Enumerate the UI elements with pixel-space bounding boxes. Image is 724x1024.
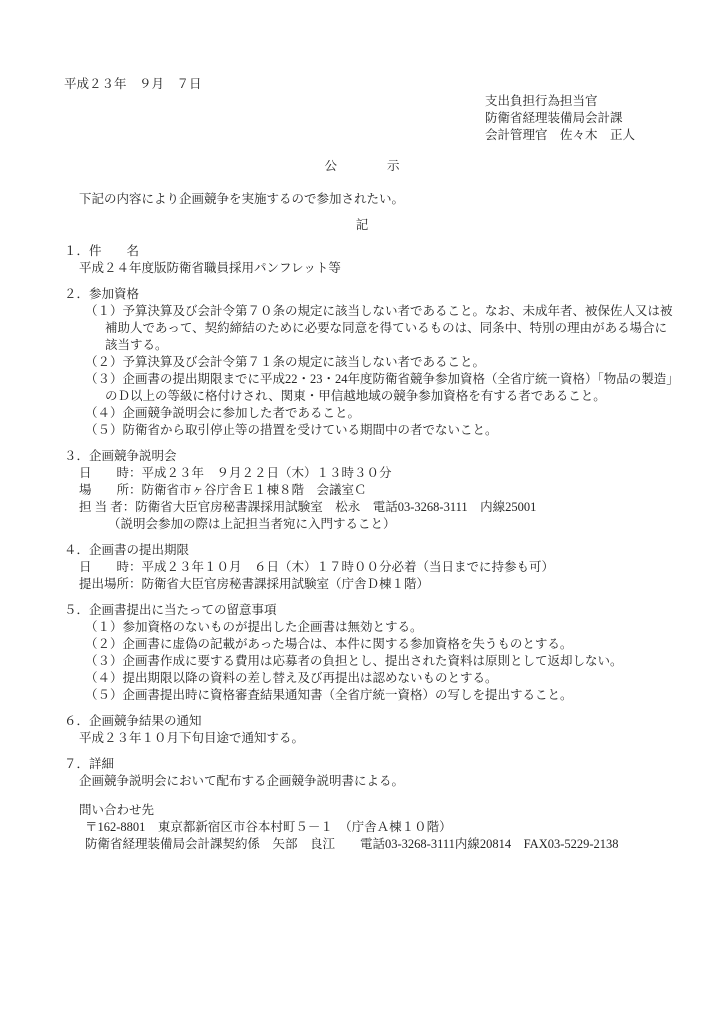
section-1-body: 平成２４年度版防衛省職員採用パンフレット等: [79, 261, 341, 275]
issuer-official-name: 会計管理官 佐々木 正人: [485, 128, 636, 142]
section-2-item-5: （５）防衛省から取引停止等の措置を受けている期間中の者でないこと。: [85, 423, 498, 437]
intro-paragraph: 下記の内容により企画競争を実施するので参加されたい。: [79, 192, 405, 206]
issue-date: 平成２３年 ９月 ７日: [64, 77, 202, 91]
record-mark: 記: [355, 218, 369, 232]
section-2-item-3-line-1: （３）企画書の提出期限までに平成22・23・24年度防衛省競争参加資格（全省庁統一資格）「物品の製造」: [85, 372, 679, 386]
section-6-heading: ６．企画競争結果の通知: [64, 714, 202, 728]
issuer-role: 支出負担行為担当官: [485, 94, 598, 108]
section-5-item-1: （１）参加資格のないものが提出した企画書は無効とする。: [85, 620, 423, 634]
inquiry-address: 〒162-8801 東京都新宿区市谷本村町５－１ （庁舎Ａ棟１０階）: [85, 820, 452, 834]
section-4-heading: ４．企画書の提出期限: [64, 543, 190, 557]
section-4-place: 提出場所：防衛省大臣官房秘書課採用試験室（庁舎Ｄ棟１階）: [79, 577, 430, 591]
inquiry-heading: 問い合わせ先: [79, 803, 155, 817]
section-3-contact: 担 当 者：防衛省大臣官房秘書課採用試験室 松永 電話03-3268-3111 内線25001: [79, 500, 537, 514]
section-5-item-2: （２）企画書に虚偽の記載があった場合は、本件に関する参加資格を失うものとする。: [85, 637, 573, 651]
section-5-item-5: （５）企画書提出時に資格審査結果通知書（全省庁統一資格）の写しを提出すること。: [85, 688, 573, 702]
section-2-item-4: （４）企画競争説明会に参加した者であること。: [85, 406, 361, 420]
section-5-item-4: （４）提出期限以降の資料の差し替え及び再提出は認めないものとする。: [85, 671, 498, 685]
section-2-item-1-line-1: （１）予算決算及び会計令第７０条の規定に該当しない者であること。なお、未成年者、被保佐人又は被: [85, 304, 673, 318]
section-5-item-3: （３）企画書作成に要する費用は応募者の負担とし、提出された資料は原則として返却しない。: [85, 654, 623, 668]
section-4-time: 日 時：平成２３年１０月 ６日（木）１７時００分必着（当日までに持参も可）: [79, 560, 555, 574]
section-5-heading: ５．企画書提出に当たっての留意事項: [64, 603, 277, 617]
section-2-item-2: （２）予算決算及び会計令第７１条の規定に該当しない者であること。: [85, 355, 486, 369]
section-3-place: 場 所：防衛省市ヶ谷庁舎Ｅ１棟８階 会議室Ｃ: [79, 483, 367, 497]
section-7-heading: ７．詳細: [64, 757, 115, 771]
issuer-block: [485, 93, 660, 144]
section-1-heading: １．件 名: [64, 244, 140, 258]
section-2-item-1-line-3: 該当する。: [105, 338, 168, 352]
notice-title: 公 示: [324, 159, 400, 173]
section-7-body: 企画競争説明会において配布する企画競争説明書による。: [79, 774, 405, 788]
section-3-time: 日 時：平成２３年 ９月２２日（木）１３時３０分: [79, 466, 392, 480]
section-3-note: （説明会参加の際は上記担当者宛に入門すること）: [108, 517, 396, 531]
section-6-body: 平成２３年１０月下旬目途で通知する。: [79, 731, 305, 745]
section-3-heading: ３．企画競争説明会: [64, 449, 177, 463]
inquiry-contact: 防衛省経理装備局会計課契約係 矢部 良江 電話03-3268-3111内線20814 FAX03-5229-2138: [85, 837, 619, 851]
section-2-item-3-line-2: のＤ以上の等級に格付けされ、関東・甲信越地域の競争参加資格を有する者であること。: [105, 389, 606, 403]
issuer-department: 防衛省経理装備局会計課: [485, 111, 623, 125]
section-2-item-1-line-2: 補助人であって、契約締結のために必要な同意を得ているものは、同条中、特別の理由がある場合に: [105, 321, 668, 335]
section-2-heading: ２．参加資格: [64, 287, 140, 301]
